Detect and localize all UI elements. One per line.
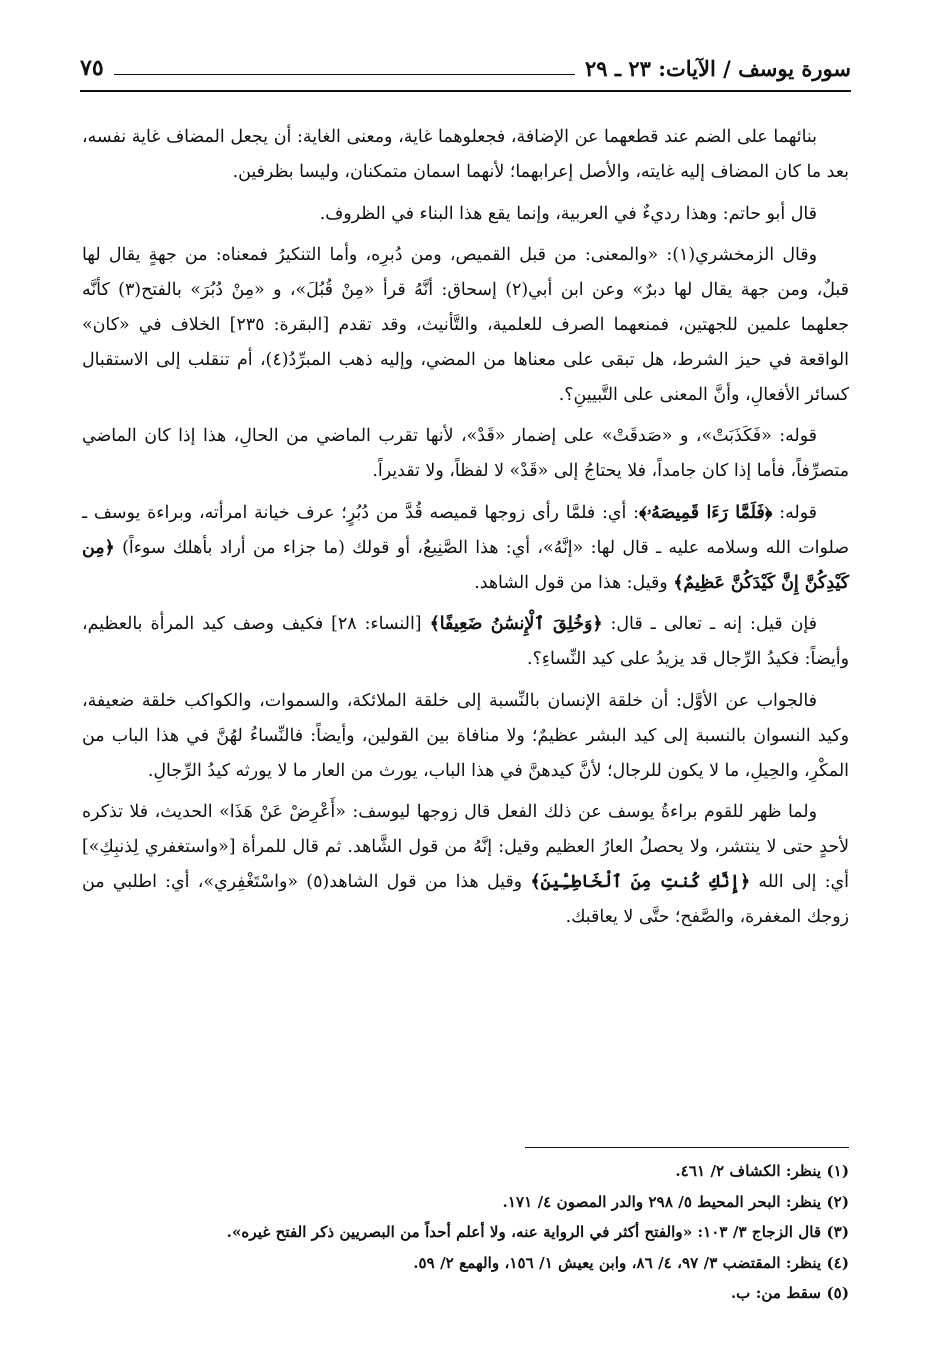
footnote-2: (٢) ينظر: البحر المحيط ٥/ ٢٩٨ والدر المصون ٤/ ١٧١. <box>502 1192 849 1211</box>
paragraph-6-text-a: فإن قيل: إنه ـ تعالى ـ قال: <box>602 614 817 635</box>
running-title: سورة يوسف / الآيات: ٢٣ ـ ٢٩ <box>584 55 851 81</box>
paragraph-1: بنائهما على الضم عند قطعهما عن الإضافة، فجعلوهما غاية، ومعنى الغاية: أن يجعل المضاف غاية نفسه، بعد ما كان المضاف إليه غايته، والأصل إعرابهما؛ لأنهما اسمان متمكنان، وليسا بظرفين. <box>82 127 849 182</box>
paragraph-6-text-b: [النساء: ٢٨] فكيف وصف كيد المرأة بالعظيم، وأيضاً: فكيدُ الرِّجال قد يزيدُ على كيد النِّساءِ؟. <box>82 614 849 670</box>
paragraph-5-text-c: وقيل: هذا من قول الشاهد. <box>474 572 674 593</box>
paragraph-4: قوله: «فَكَذَبَتْ»، و «صَدقَتْ» على إضمار «قَدْ»، لأنها تقرب الماضي من الحالِ، هذا إذا كان الماضي متصرِّفاً، فأما إذا كان جامداً، فلا يحتاجُ إلى «قَدْ» لا لفظاً، ولا تقديراً. <box>82 426 849 482</box>
quran-verse: ﴿إِنَّكِ كُنتِ مِنَ ٱلْخَاطِـِٔينَ﴾ <box>530 871 751 892</box>
paragraph-5-text-b: : أي: فلمَّا رأى زوجها قميصه قُدَّ من دُبُرٍ؛ عرف خيانة امرأته، وبراءة يوسف ـ صلوات الله وسلامه عليه ـ قال لها: «إنَّهُ»، أي: هذا الصَّنِيعُ، أو قولك (ما جزاء من أراد بأهلك سوءاً) <box>82 502 849 558</box>
paragraph-8 <box>82 795 849 934</box>
quran-verse: ﴿فَلَمَّا رَءَا قَمِيصَهُۥ﴾ <box>639 502 773 523</box>
footnote-separator <box>525 1147 849 1148</box>
header-rule <box>114 74 575 75</box>
paragraph-8-text-a: ولما ظهر للقوم براءةُ يوسف عن ذلك الفعل قال زوجها ليوسف: «أَعْرِضْ عَنْ هَذَا» الحديث، فلا تذكره لأحدٍ حتى لا ينتشر، ولا يحصلُ العارُ العظيم وقيل: إنَّهُ من قول الشَّاهد. ثم قال للمرأة [«واستغفري لِذنبِكِ»] أي: إلى الله <box>82 802 850 892</box>
paragraph-3: وقال الزمخشري(١): «والمعنى: من قبل القميص، ومن دُبرِه، وأما التنكيرُ فمعناه: من جهةٍ يقال لها قبلٌ، ومن جهة يقال لها دبرٌ» وعن ابن أبي(٢) إسحاق: أنَّهُ قرأ «مِنْ قُبُلَ»، و «مِنْ دُبُرَ» بالفتح(٣) كأنَّه جعلهما علمين للجهتين، فمنعهما الصرف للعلمية، والتَّأنيث، وقد تقدم [البقرة: ٢٣٥] الخلاف في «كان» الواقعة في حيز الشرط، هل تبقى على معناها من المضي، وإليه ذهب المبرِّدُ(٤)، أم تنقلب إلى الاستقبال كسائر الأفعالِ، وأنَّ المعنى على التَّبيينِ؟. <box>82 245 849 405</box>
paragraph-5 <box>82 496 849 600</box>
main-text <box>82 120 849 942</box>
footnote-5: (٥) سقط من: ب. <box>730 1284 849 1302</box>
footnote-4: (٤) ينظر: المقتضب ٣/ ٩٧، ٤/ ٨٦، وابن يعيش ١/ ١٥٦، والهمع ٢/ ٥٩. <box>413 1253 849 1272</box>
quran-verse: ﴿وَخُلِقَ ٱلْإِنسَٰنُ ضَعِيفًا﴾ <box>429 614 603 635</box>
paragraph-5-text-a: قوله: <box>772 502 817 523</box>
paragraph-7: فالجواب عن الأوَّل: أن خلقة الإنسان بالنِّسبة إلى خلقة الملائكة، والسموات، والكواكب خلقة ضعيفة، وكيد النسوان بالنسبة إلى كيد البشر عظيمٌ؛ ولا منافاة بين القولين، وأيضاً: فالنِّساءُ لهُنَّ في هذا الباب من المكْرِ، والحِيلِ، ما لا يكون للرجال؛ لأنَّ كيدهنَّ في هذا الباب، يورث من العار ما لا يورثه كيدُ الرِّجالِ. <box>82 690 849 781</box>
page-number: ٧٥ <box>80 55 104 81</box>
footnotes <box>82 1156 849 1309</box>
paragraph-8-text-b: وقيل هذا من قول الشاهد(٥) «واسْتَغْفِري»، أي: اطلبي من زوجك المغفرة، والصَّفح؛ حتَّى لا يعاقبك. <box>82 871 849 927</box>
footnote-1: (١) ينظر: الكشاف ٢/ ٤٦١. <box>675 1162 849 1180</box>
paragraph-6 <box>82 607 849 677</box>
quran-verse: ﴿مِن كَيْدِكُنَّ إِنَّ كَيْدَكُنَّ عَظِيمٌ﴾ <box>82 537 849 593</box>
page-header <box>80 46 851 92</box>
paragraph-2: قال أبو حاتم: وهذا رديءٌ في العربية، وإنما يقع هذا البناء في الظروف. <box>319 203 817 224</box>
footnote-3: (٣) قال الزجاج ٣/ ١٠٣: «والفتح أكثر في الرواية عنه، ولا أعلم أحداً من البصريين ذكر الفتح غيره». <box>226 1223 849 1241</box>
